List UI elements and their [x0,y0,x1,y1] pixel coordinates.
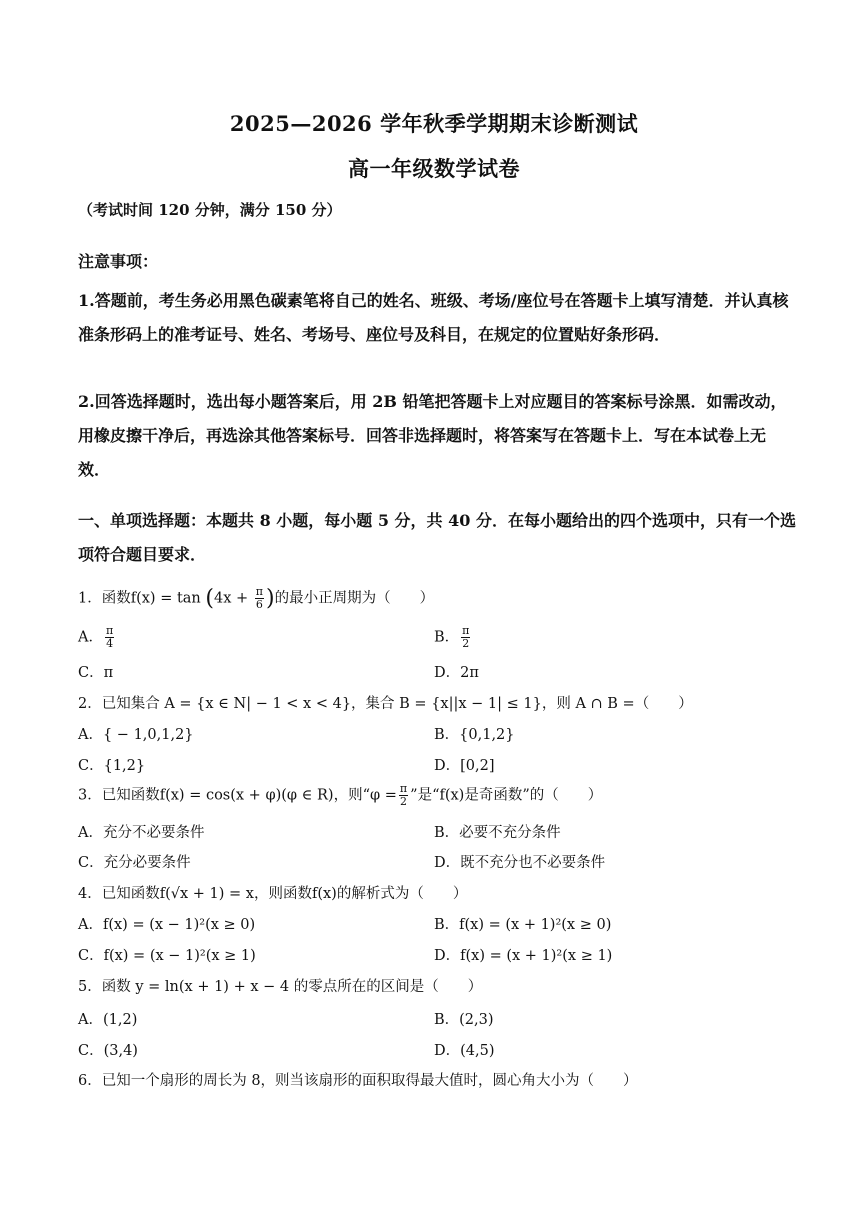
exam-subtitle: 高一年级数学试卷 [348,156,520,181]
question-5-option-d: D．(4,5) [434,1043,495,1059]
question-2-option-b: B．{0,1,2} [434,727,515,743]
exam-title: 2025—2026 学年秋季学期期末诊断测试 [229,111,639,136]
section-1-heading: 一、单项选择题：本题共 8 小题，每小题 5 分，共 40 分．在每小题给出的四个选项中，只有一个选项符合题目要求． [78,511,796,564]
question-2-option-d: D．[0,2] [434,758,495,774]
question-2-option-c: C．{1,2} [78,758,146,774]
question-1-option-c: C．π [78,665,114,681]
question-1-stem: 1．函数f(x) = tan (4x + $\frac{\pi}{6}$ )的最小正周期为（ ） [78,585,435,611]
question-5-stem: 5．函数 y = ln(x + 1) + x − 4 的零点所在的区间是（ ） [78,979,483,995]
question-3-option-c: C．充分必要条件 [78,855,191,871]
question-1-option-a: A． $\frac{\pi}{4}$ [78,624,114,650]
question-6-stem: 6．已知一个扇形的周长为 8，则当该扇形的面积取得最大值时，圆心角大小为（ ） [78,1073,638,1089]
question-3-stem: 3．已知函数f(x) = cos(x + φ)(φ ∈ R)，则“φ = $\frac{\pi}{2}$ ”是“f(x)是奇函数”的（ ） [78,782,603,808]
question-2-stem: 2．已知集合 A = {x ∈ N| − 1 < x < 4}，集合 B = {x||x − 1| ≤ 1}，则 A ∩ B =（ ） [78,696,693,712]
notice-heading: 注意事项： [78,252,159,271]
question-5-option-a: A．(1,2) [78,1012,138,1028]
question-4-option-a: A．f(x) = (x − 1)²(x ≥ 0) [78,917,256,933]
question-4-option-d: D．f(x) = (x + 1)²(x ≥ 1) [434,948,613,964]
question-1-option-b: B． $\frac{\pi}{2}$ [434,624,470,650]
question-5-option-b: B．(2,3) [434,1012,494,1028]
notice-item-2: 2.回答选择题时，选出每小题答案后，用 2B 铅笔把答题卡上对应题目的答案标号涂黑．如需改动，用橡皮擦干净后，再选涂其他答案标号．回答非选择题时，将答案写在答题卡上．写在本试卷上无效． [78,392,787,479]
notice-item-1: 1.答题前，考生务必用黑色碳素笔将自己的姓名、班级、考场/座位号在答题卡上填写清楚．并认真核准条形码上的准考证号、姓名、考场号、座位号及科目，在规定的位置贴好条形码． [78,291,789,344]
question-1-option-d: D．2π [434,665,479,681]
question-3-option-d: D．既不充分也不必要条件 [434,855,606,871]
question-4-stem: 4．已知函数f(√x + 1) = x，则函数f(x)的解析式为（ ） [78,886,468,902]
question-3-option-b: B．必要不充分条件 [434,825,561,841]
exam-time-note: （考试时间 120 分钟，满分 150 分） [78,201,342,219]
fraction: $\frac{\pi}{6}$ [255,585,263,611]
question-4-option-c: C．f(x) = (x − 1)²(x ≥ 1) [78,948,256,964]
question-3-option-a: A．充分不必要条件 [78,825,205,841]
question-5-option-c: C．(3,4) [78,1043,138,1059]
question-2-option-a: A．{ − 1,0,1,2} [78,727,194,743]
question-4-option-b: B．f(x) = (x + 1)²(x ≥ 0) [434,917,612,933]
